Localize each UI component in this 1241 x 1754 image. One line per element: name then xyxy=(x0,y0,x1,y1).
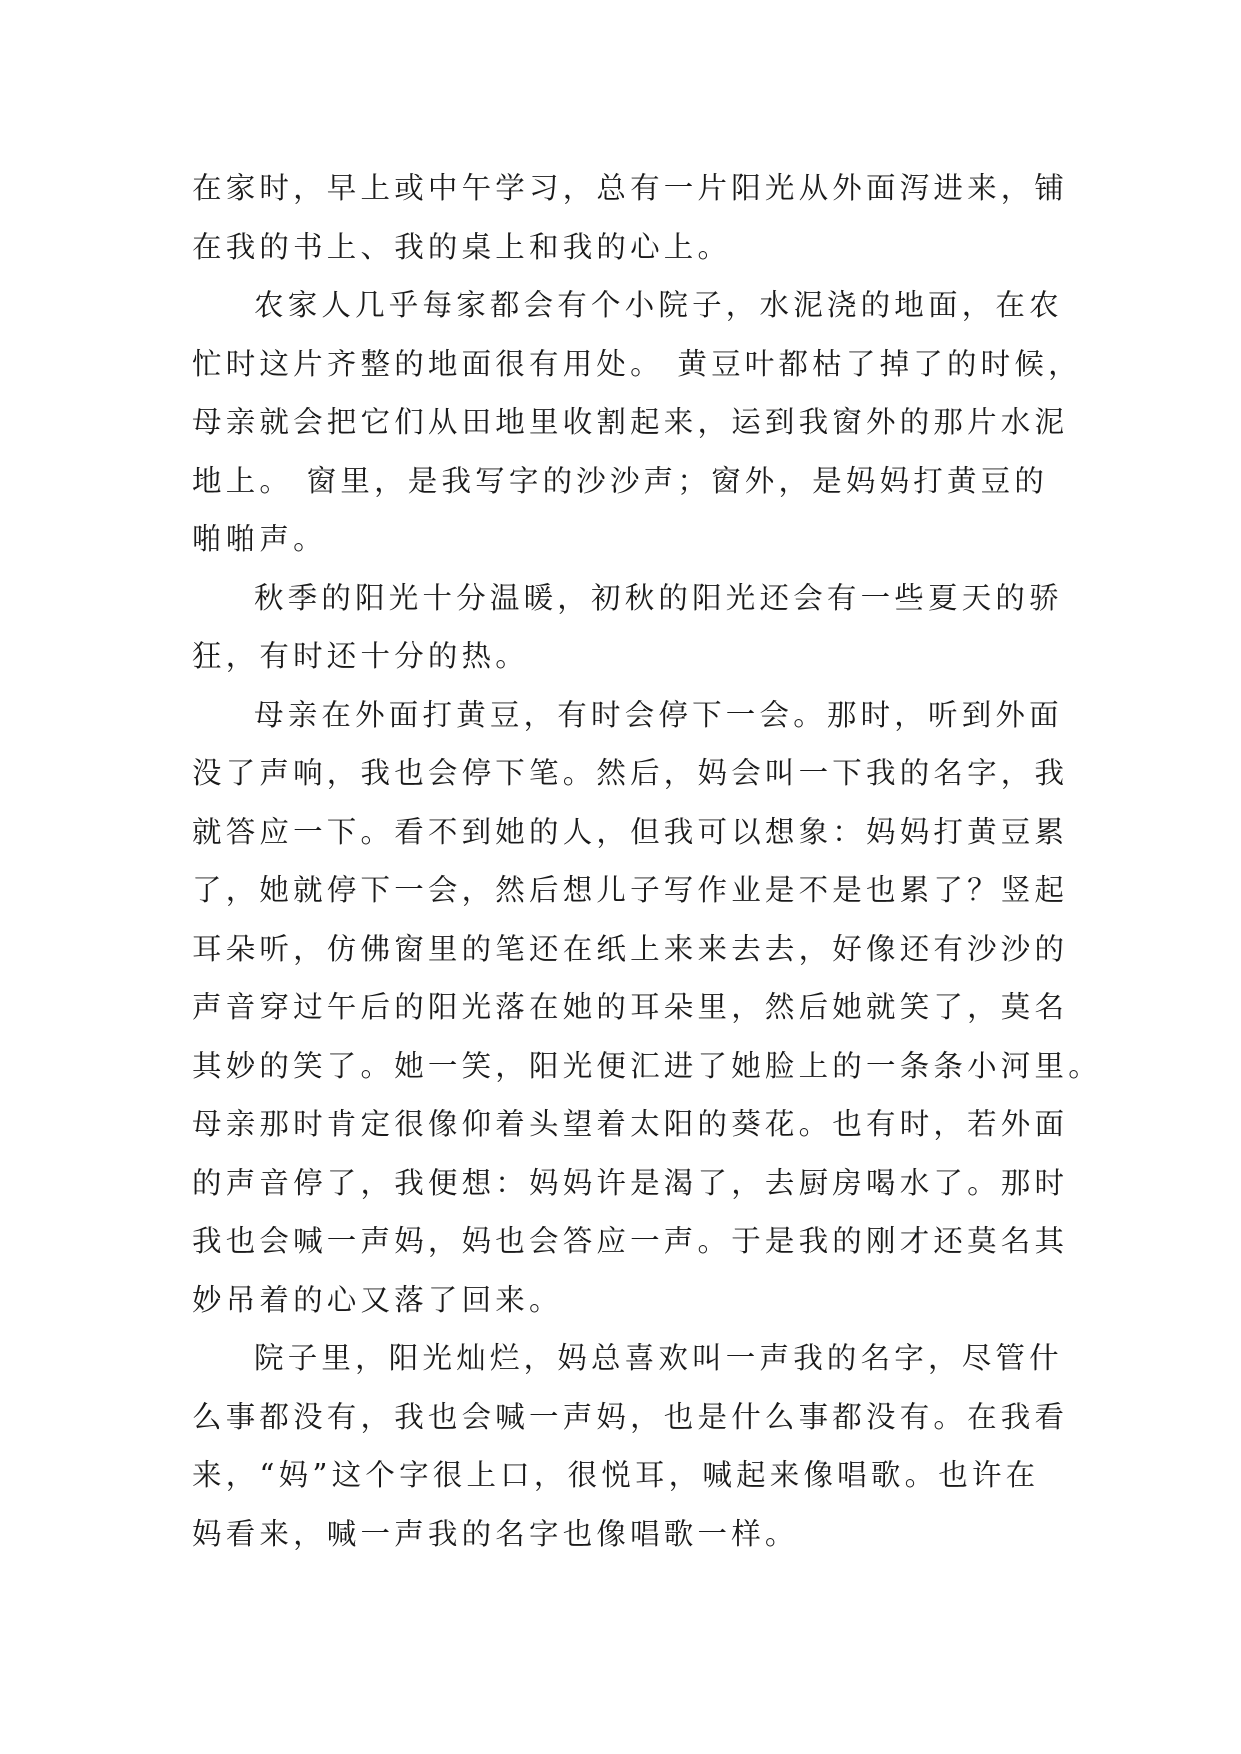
text-line: 声音穿过午后的阳光落在她的耳朵里，然后她就笑了，莫名 xyxy=(192,990,1069,1024)
text-line: 地上。 窗里，是我写字的沙沙声；窗外，是妈妈打黄豆的 xyxy=(192,463,1049,498)
text-line: 在家时，早上或中午学习，总有一片阳光从外面泻进来，铺 xyxy=(192,171,1069,205)
text-line: 母亲就会把它们从田地里收割起来，运到我窗外的那片水泥 xyxy=(192,405,1069,439)
text-line: 农家人几乎每家都会有个小院子，水泥浇的地面，在农 xyxy=(254,288,1063,322)
text-line: 来，“妈”这个字很上口，很悦耳，喊起来像唱歌。也许在 xyxy=(192,1458,1040,1492)
text-line: 没了声响，我也会停下笔。然后，妈会叫一下我的名字，我 xyxy=(192,756,1069,790)
paragraph-4 xyxy=(192,686,1102,1330)
paragraph-5 xyxy=(192,1329,1069,1563)
text-line: 啪啪声。 xyxy=(192,522,327,556)
paragraph-3 xyxy=(192,569,1063,686)
text-line: 妈看来，喊一声我的名字也像唱歌一样。 xyxy=(192,1516,799,1551)
text-line: 我也会喊一声妈，妈也会答应一声。于是我的刚才还莫名其 xyxy=(192,1224,1069,1258)
paragraph-1 xyxy=(192,159,1069,276)
text-line: 狂，有时还十分的热。 xyxy=(192,639,530,673)
text-line: 母亲在外面打黄豆，有时会停下一会。那时，听到外面 xyxy=(254,697,1063,732)
text-line: 就答应一下。看不到她的人，但我可以想象：妈妈打黄豆累 xyxy=(192,814,1069,849)
text-line: 母亲那时肯定很像仰着头望着太阳的葵花。也有时，若外面 xyxy=(192,1107,1069,1141)
text-line: 的声音停了，我便想：妈妈许是渴了，去厨房喝水了。那时 xyxy=(192,1165,1069,1200)
text-line: 耳朵听，仿佛窗里的笔还在纸上来来去去，好像还有沙沙的 xyxy=(192,931,1069,966)
text-line: 秋季的阳光十分温暖，初秋的阳光还会有一些夏天的骄 xyxy=(254,580,1063,615)
text-line: 了，她就停下一会，然后想儿子写作业是不是也累了？竖起 xyxy=(192,873,1069,907)
body-text xyxy=(192,159,1102,1563)
text-line: 妙吊着的心又落了回来。 xyxy=(192,1282,563,1317)
text-line: 忙时这片齐整的地面很有用处。 黄豆叶都枯了掉了的时候， xyxy=(192,346,1082,381)
text-line: 其妙的笑了。她一笑，阳光便汇进了她脸上的一条条小河里。 xyxy=(192,1048,1102,1083)
text-line: 院子里，阳光灿烂，妈总喜欢叫一声我的名字，尽管什 xyxy=(254,1341,1063,1375)
paragraph-2 xyxy=(192,276,1082,569)
text-line: 么事都没有，我也会喊一声妈，也是什么事都没有。在我看 xyxy=(192,1399,1069,1434)
text-line: 在我的书上、我的桌上和我的心上。 xyxy=(192,229,732,264)
